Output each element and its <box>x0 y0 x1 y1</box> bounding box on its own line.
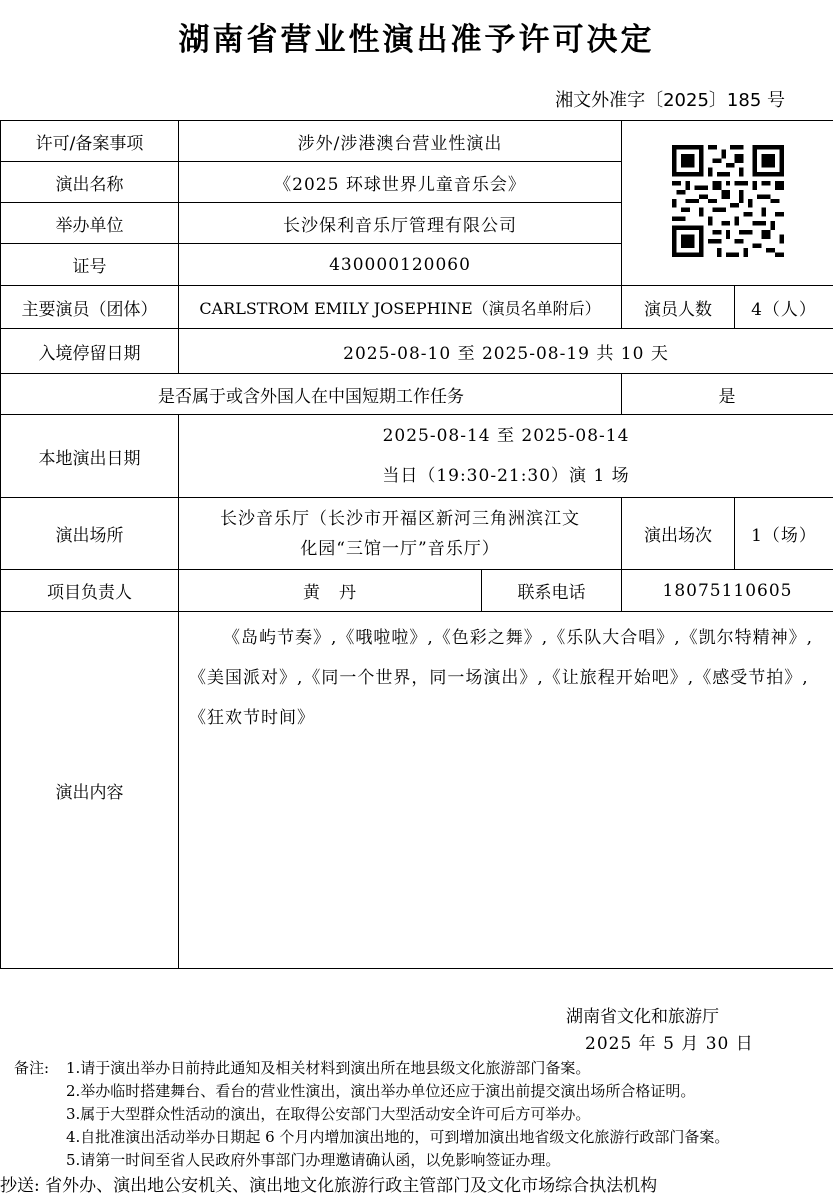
note-1: 1.请于演出举办日前持此通知及相关材料到演出所在地县级文化旅游部门备案。 <box>66 1059 591 1077</box>
note-line <box>14 1126 729 1149</box>
stay-date-label: 入境停留日期 <box>1 329 179 374</box>
organizer-label: 举办单位 <box>1 203 179 244</box>
content-label: 演出内容 <box>1 612 179 969</box>
note-line <box>14 1149 729 1172</box>
item-value: 涉外/涉港澳台营业性演出 <box>179 121 622 162</box>
local-date-label: 本地演出日期 <box>1 415 179 498</box>
organizer-value: 长沙保利音乐厅管理有限公司 <box>179 203 622 244</box>
issue-date: 2025 年 5 月 30 日 <box>585 1034 754 1054</box>
cc-line <box>0 1171 657 1196</box>
note-4: 4.自批准演出活动举办日期起 6 个月内增加演出地的，可到增加演出地省级文化旅游行政部门备案。 <box>66 1128 730 1146</box>
note-line <box>14 1080 729 1103</box>
phone-value: 18075110605 <box>622 570 833 612</box>
local-date-value <box>179 415 833 498</box>
performer-value: CARLSTROM EMILY JOSEPHINE（演员名单附后） <box>179 286 622 329</box>
performer-count-value: 4（人） <box>735 286 833 329</box>
sessions-label: 演出场次 <box>622 498 735 570</box>
note-5: 5.请第一时间至省人民政府外事部门办理邀请确认函，以免影响签证办理。 <box>66 1151 561 1169</box>
manager-label: 项目负责人 <box>1 570 179 612</box>
phone-label: 联系电话 <box>482 570 622 612</box>
note-3: 3.属于大型群众性活动的演出，在取得公安部门大型活动安全许可后方可举办。 <box>66 1105 591 1123</box>
local-date-range: 2025-08-14 至 2025-08-14 <box>382 426 630 446</box>
venue-value <box>179 498 622 570</box>
cc-value: 省外办、演出地公安机关、演出地文化旅游行政主管部门及文化市场综合执法机构 <box>45 1176 658 1196</box>
venue-label: 演出场所 <box>1 498 179 570</box>
item-label: 许可/备案事项 <box>1 121 179 162</box>
notes <box>14 1057 729 1172</box>
note-2: 2.举办临时搭建舞台、看台的营业性演出，演出举办单位还应于演出前提交演出场所合格证明。 <box>66 1082 696 1100</box>
issuer: 湖南省文化和旅游厅 <box>566 1007 719 1027</box>
venue-line-2: 化园“三馆一厅”音乐厅） <box>300 538 500 559</box>
show-name-value: 《2025 环球世界儿童音乐会》 <box>179 162 622 203</box>
document-number: 湘文外准字〔2025〕185 号 <box>555 90 785 111</box>
manager-value: 黄 丹 <box>179 570 482 612</box>
qr-code-cell <box>622 121 833 286</box>
permit-table <box>0 120 833 969</box>
note-line <box>14 1103 729 1126</box>
content-value: 《岛屿节奏》,《哦啦啦》,《色彩之舞》,《乐队大合唱》,《凯尔特精神》,《美国派对》,《同一个世界，同一场演出》,《让旅程开始吧》,《感受节拍》,《狂欢节时间》 <box>189 628 814 728</box>
performer-count-label: 演员人数 <box>622 286 735 329</box>
sessions-value: 1（场） <box>735 498 833 570</box>
content-cell <box>179 612 833 969</box>
venue-line-1: 长沙音乐厅（长沙市开福区新河三角洲滨江文 <box>220 508 580 529</box>
page-title: 湖南省营业性演出准予许可决定 <box>178 22 655 58</box>
qr-code-icon <box>672 145 784 257</box>
show-name-label: 演出名称 <box>1 162 179 203</box>
short-term-work-label: 是否属于或含外国人在中国短期工作任务 <box>1 374 622 415</box>
cert-label: 证号 <box>1 244 179 286</box>
note-line <box>14 1057 729 1080</box>
short-term-work-value: 是 <box>622 374 833 415</box>
local-date-session: 当日（19:30-21:30）演 1 场 <box>382 466 630 486</box>
notes-label: 备注: <box>14 1059 50 1077</box>
cert-value: 430000120060 <box>179 244 622 286</box>
stay-date-value: 2025-08-10 至 2025-08-19 共 10 天 <box>179 329 833 374</box>
cc-label: 抄送: <box>0 1176 40 1196</box>
performer-label: 主要演员（团体） <box>1 286 179 329</box>
